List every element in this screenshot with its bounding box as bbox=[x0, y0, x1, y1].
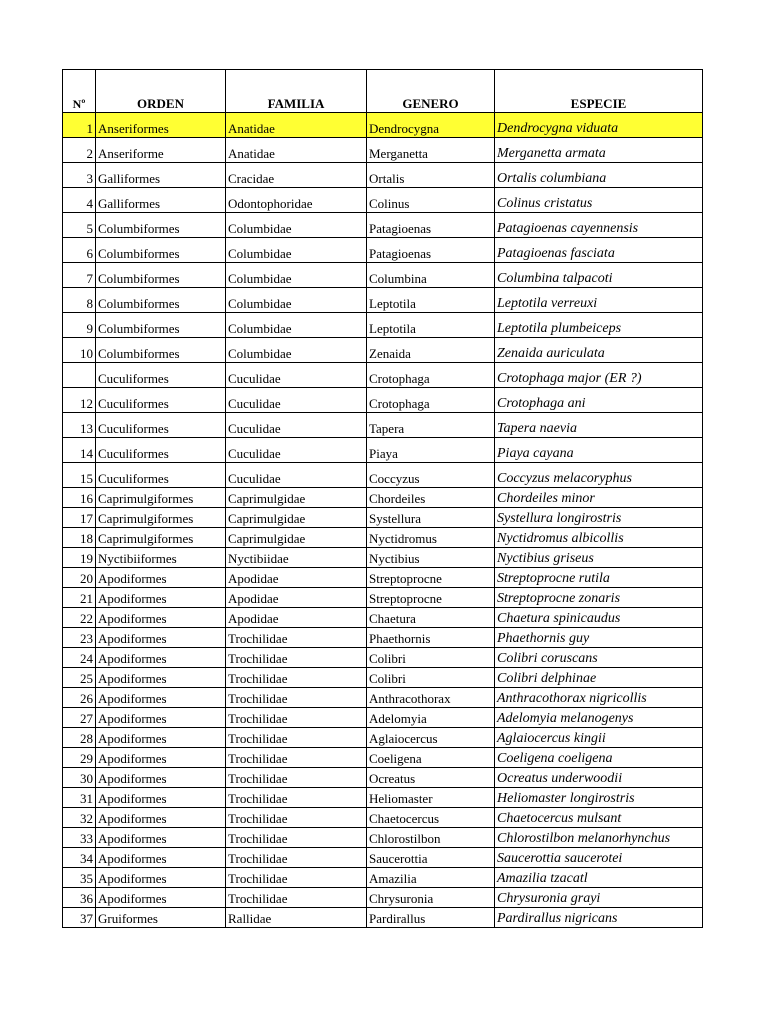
table-row bbox=[63, 568, 703, 588]
header-especie: ESPECIE bbox=[495, 70, 703, 113]
cell-genero: Chaetocercus bbox=[367, 808, 495, 828]
cell-orden: Apodiformes bbox=[96, 728, 226, 748]
table-row bbox=[63, 848, 703, 868]
cell-familia: Columbidae bbox=[226, 313, 367, 338]
cell-familia: Trochilidae bbox=[226, 688, 367, 708]
cell-especie: Pardirallus nigricans bbox=[495, 908, 703, 928]
cell-num bbox=[63, 363, 96, 388]
table-row bbox=[63, 388, 703, 413]
cell-especie: Adelomyia melanogenys bbox=[495, 708, 703, 728]
cell-num: 36 bbox=[63, 888, 96, 908]
cell-genero: Saucerottia bbox=[367, 848, 495, 868]
table-row bbox=[63, 438, 703, 463]
cell-num: 35 bbox=[63, 868, 96, 888]
cell-genero: Crotophaga bbox=[367, 388, 495, 413]
header-row bbox=[63, 70, 703, 113]
cell-genero: Streptoprocne bbox=[367, 568, 495, 588]
table-row bbox=[63, 708, 703, 728]
cell-num: 21 bbox=[63, 588, 96, 608]
table-row bbox=[63, 113, 703, 138]
table-row bbox=[63, 688, 703, 708]
cell-num: 2 bbox=[63, 138, 96, 163]
cell-especie: Ortalis columbiana bbox=[495, 163, 703, 188]
cell-especie: Anthracothorax nigricollis bbox=[495, 688, 703, 708]
cell-familia: Trochilidae bbox=[226, 808, 367, 828]
cell-familia: Trochilidae bbox=[226, 728, 367, 748]
cell-orden: Apodiformes bbox=[96, 748, 226, 768]
cell-especie: Ocreatus underwoodii bbox=[495, 768, 703, 788]
table-row bbox=[63, 508, 703, 528]
cell-genero: Piaya bbox=[367, 438, 495, 463]
cell-num: 23 bbox=[63, 628, 96, 648]
cell-genero: Patagioenas bbox=[367, 213, 495, 238]
cell-orden: Cuculiformes bbox=[96, 463, 226, 488]
cell-orden: Apodiformes bbox=[96, 648, 226, 668]
cell-orden: Cuculiformes bbox=[96, 413, 226, 438]
cell-num: 17 bbox=[63, 508, 96, 528]
cell-orden: Apodiformes bbox=[96, 628, 226, 648]
cell-num: 26 bbox=[63, 688, 96, 708]
cell-genero: Chlorostilbon bbox=[367, 828, 495, 848]
cell-especie: Merganetta armata bbox=[495, 138, 703, 163]
cell-num: 9 bbox=[63, 313, 96, 338]
cell-genero: Patagioenas bbox=[367, 238, 495, 263]
cell-genero: Colibri bbox=[367, 668, 495, 688]
cell-familia: Trochilidae bbox=[226, 708, 367, 728]
species-table bbox=[62, 69, 703, 928]
cell-genero: Colinus bbox=[367, 188, 495, 213]
cell-especie: Tapera naevia bbox=[495, 413, 703, 438]
cell-orden: Columbiformes bbox=[96, 313, 226, 338]
cell-especie: Crotophaga major (ER ?) bbox=[495, 363, 703, 388]
table-row bbox=[63, 413, 703, 438]
cell-num: 13 bbox=[63, 413, 96, 438]
cell-genero: Streptoprocne bbox=[367, 588, 495, 608]
cell-familia: Trochilidae bbox=[226, 648, 367, 668]
cell-familia: Cuculidae bbox=[226, 363, 367, 388]
cell-especie: Nyctidromus albicollis bbox=[495, 528, 703, 548]
table-row bbox=[63, 788, 703, 808]
table-row bbox=[63, 768, 703, 788]
cell-familia: Columbidae bbox=[226, 213, 367, 238]
cell-orden: Apodiformes bbox=[96, 588, 226, 608]
cell-especie: Chrysuronia grayi bbox=[495, 888, 703, 908]
cell-familia: Anatidae bbox=[226, 113, 367, 138]
cell-especie: Nyctibius griseus bbox=[495, 548, 703, 568]
cell-familia: Columbidae bbox=[226, 338, 367, 363]
cell-familia: Trochilidae bbox=[226, 748, 367, 768]
cell-orden: Cuculiformes bbox=[96, 388, 226, 413]
cell-orden: Anseriformes bbox=[96, 113, 226, 138]
cell-familia: Caprimulgidae bbox=[226, 528, 367, 548]
cell-especie: Patagioenas fasciata bbox=[495, 238, 703, 263]
cell-num: 10 bbox=[63, 338, 96, 363]
cell-orden: Apodiformes bbox=[96, 788, 226, 808]
cell-orden: Apodiformes bbox=[96, 808, 226, 828]
cell-genero: Crotophaga bbox=[367, 363, 495, 388]
header-orden: ORDEN bbox=[96, 70, 226, 113]
cell-num: 20 bbox=[63, 568, 96, 588]
cell-genero: Phaethornis bbox=[367, 628, 495, 648]
cell-familia: Columbidae bbox=[226, 263, 367, 288]
table-row bbox=[63, 628, 703, 648]
header-num: Nº bbox=[63, 70, 96, 113]
cell-genero: Nyctidromus bbox=[367, 528, 495, 548]
table-row bbox=[63, 263, 703, 288]
cell-genero: Nyctibius bbox=[367, 548, 495, 568]
cell-orden: Cuculiformes bbox=[96, 438, 226, 463]
cell-orden: Columbiformes bbox=[96, 263, 226, 288]
cell-num: 31 bbox=[63, 788, 96, 808]
cell-orden: Apodiformes bbox=[96, 888, 226, 908]
cell-num: 34 bbox=[63, 848, 96, 868]
table-row bbox=[63, 728, 703, 748]
cell-genero: Leptotila bbox=[367, 288, 495, 313]
cell-familia: Odontophoridae bbox=[226, 188, 367, 213]
cell-orden: Columbiformes bbox=[96, 213, 226, 238]
cell-familia: Cuculidae bbox=[226, 463, 367, 488]
cell-familia: Apodidae bbox=[226, 568, 367, 588]
cell-especie: Crotophaga ani bbox=[495, 388, 703, 413]
cell-orden: Apodiformes bbox=[96, 828, 226, 848]
cell-especie: Chlorostilbon melanorhynchus bbox=[495, 828, 703, 848]
cell-especie: Systellura longirostris bbox=[495, 508, 703, 528]
table-row bbox=[63, 213, 703, 238]
table-row bbox=[63, 548, 703, 568]
cell-especie: Chaetura spinicaudus bbox=[495, 608, 703, 628]
cell-num: 12 bbox=[63, 388, 96, 413]
cell-num: 22 bbox=[63, 608, 96, 628]
cell-genero: Colibri bbox=[367, 648, 495, 668]
cell-orden: Apodiformes bbox=[96, 768, 226, 788]
cell-familia: Apodidae bbox=[226, 588, 367, 608]
cell-orden: Nyctibiiformes bbox=[96, 548, 226, 568]
cell-especie: Colinus cristatus bbox=[495, 188, 703, 213]
cell-especie: Aglaiocercus kingii bbox=[495, 728, 703, 748]
cell-especie: Chaetocercus mulsant bbox=[495, 808, 703, 828]
table-row bbox=[63, 163, 703, 188]
cell-familia: Trochilidae bbox=[226, 868, 367, 888]
cell-genero: Ocreatus bbox=[367, 768, 495, 788]
cell-genero: Chordeiles bbox=[367, 488, 495, 508]
cell-genero: Pardirallus bbox=[367, 908, 495, 928]
cell-familia: Columbidae bbox=[226, 288, 367, 313]
table-row bbox=[63, 648, 703, 668]
cell-genero: Coeligena bbox=[367, 748, 495, 768]
cell-familia: Trochilidae bbox=[226, 848, 367, 868]
cell-num: 14 bbox=[63, 438, 96, 463]
cell-num: 25 bbox=[63, 668, 96, 688]
table-row bbox=[63, 188, 703, 213]
cell-genero: Merganetta bbox=[367, 138, 495, 163]
cell-orden: Apodiformes bbox=[96, 848, 226, 868]
cell-genero: Adelomyia bbox=[367, 708, 495, 728]
table-row bbox=[63, 828, 703, 848]
cell-familia: Trochilidae bbox=[226, 668, 367, 688]
cell-orden: Columbiformes bbox=[96, 238, 226, 263]
cell-familia: Nyctibiidae bbox=[226, 548, 367, 568]
header-familia: FAMILIA bbox=[226, 70, 367, 113]
cell-familia: Cuculidae bbox=[226, 438, 367, 463]
cell-orden: Apodiformes bbox=[96, 568, 226, 588]
table-row bbox=[63, 588, 703, 608]
table-row bbox=[63, 868, 703, 888]
table-row bbox=[63, 888, 703, 908]
cell-genero: Ortalis bbox=[367, 163, 495, 188]
cell-num: 3 bbox=[63, 163, 96, 188]
cell-familia: Trochilidae bbox=[226, 628, 367, 648]
cell-especie: Streptoprocne zonaris bbox=[495, 588, 703, 608]
table-row bbox=[63, 488, 703, 508]
cell-num: 16 bbox=[63, 488, 96, 508]
cell-genero: Amazilia bbox=[367, 868, 495, 888]
cell-orden: Columbiformes bbox=[96, 288, 226, 313]
cell-familia: Trochilidae bbox=[226, 788, 367, 808]
table-row bbox=[63, 313, 703, 338]
cell-genero: Columbina bbox=[367, 263, 495, 288]
cell-num: 6 bbox=[63, 238, 96, 263]
cell-genero: Leptotila bbox=[367, 313, 495, 338]
cell-especie: Heliomaster longirostris bbox=[495, 788, 703, 808]
table-row bbox=[63, 608, 703, 628]
cell-familia: Anatidae bbox=[226, 138, 367, 163]
cell-num: 24 bbox=[63, 648, 96, 668]
cell-especie: Streptoprocne rutila bbox=[495, 568, 703, 588]
cell-num: 4 bbox=[63, 188, 96, 213]
cell-num: 37 bbox=[63, 908, 96, 928]
cell-familia: Cuculidae bbox=[226, 413, 367, 438]
cell-num: 30 bbox=[63, 768, 96, 788]
cell-orden: Galliformes bbox=[96, 188, 226, 213]
cell-num: 15 bbox=[63, 463, 96, 488]
cell-especie: Saucerottia saucerotei bbox=[495, 848, 703, 868]
table-row bbox=[63, 748, 703, 768]
cell-num: 32 bbox=[63, 808, 96, 828]
cell-num: 8 bbox=[63, 288, 96, 313]
cell-familia: Trochilidae bbox=[226, 768, 367, 788]
cell-genero: Systellura bbox=[367, 508, 495, 528]
cell-num: 18 bbox=[63, 528, 96, 548]
table-row bbox=[63, 138, 703, 163]
cell-especie: Colibri delphinae bbox=[495, 668, 703, 688]
cell-familia: Caprimulgidae bbox=[226, 508, 367, 528]
table-row bbox=[63, 363, 703, 388]
cell-especie: Coccyzus melacoryphus bbox=[495, 463, 703, 488]
cell-orden: Apodiformes bbox=[96, 668, 226, 688]
cell-orden: Galliformes bbox=[96, 163, 226, 188]
cell-genero: Zenaida bbox=[367, 338, 495, 363]
table-row bbox=[63, 668, 703, 688]
header-genero: GENERO bbox=[367, 70, 495, 113]
cell-orden: Columbiformes bbox=[96, 338, 226, 363]
cell-familia: Cracidae bbox=[226, 163, 367, 188]
cell-familia: Cuculidae bbox=[226, 388, 367, 413]
cell-num: 29 bbox=[63, 748, 96, 768]
cell-especie: Colibri coruscans bbox=[495, 648, 703, 668]
table-row bbox=[63, 528, 703, 548]
cell-genero: Heliomaster bbox=[367, 788, 495, 808]
cell-orden: Anseriforme bbox=[96, 138, 226, 163]
cell-especie: Leptotila plumbeiceps bbox=[495, 313, 703, 338]
table-row bbox=[63, 288, 703, 313]
cell-especie: Phaethornis guy bbox=[495, 628, 703, 648]
cell-familia: Apodidae bbox=[226, 608, 367, 628]
cell-genero: Coccyzus bbox=[367, 463, 495, 488]
cell-num: 5 bbox=[63, 213, 96, 238]
table-row bbox=[63, 238, 703, 263]
cell-especie: Leptotila verreuxi bbox=[495, 288, 703, 313]
table-row bbox=[63, 808, 703, 828]
cell-especie: Chordeiles minor bbox=[495, 488, 703, 508]
cell-orden: Caprimulgiformes bbox=[96, 528, 226, 548]
table-row bbox=[63, 463, 703, 488]
table-row bbox=[63, 908, 703, 928]
cell-num: 1 bbox=[63, 113, 96, 138]
cell-familia: Trochilidae bbox=[226, 888, 367, 908]
cell-especie: Piaya cayana bbox=[495, 438, 703, 463]
cell-genero: Tapera bbox=[367, 413, 495, 438]
cell-familia: Caprimulgidae bbox=[226, 488, 367, 508]
cell-genero: Chrysuronia bbox=[367, 888, 495, 908]
cell-familia: Columbidae bbox=[226, 238, 367, 263]
cell-genero: Anthracothorax bbox=[367, 688, 495, 708]
cell-orden: Gruiformes bbox=[96, 908, 226, 928]
table-body bbox=[63, 113, 703, 928]
cell-especie: Coeligena coeligena bbox=[495, 748, 703, 768]
cell-orden: Apodiformes bbox=[96, 688, 226, 708]
cell-familia: Trochilidae bbox=[226, 828, 367, 848]
cell-especie: Dendrocygna viduata bbox=[495, 113, 703, 138]
cell-especie: Patagioenas cayennensis bbox=[495, 213, 703, 238]
cell-orden: Caprimulgiformes bbox=[96, 488, 226, 508]
cell-especie: Amazilia tzacatl bbox=[495, 868, 703, 888]
cell-orden: Apodiformes bbox=[96, 708, 226, 728]
cell-especie: Zenaida auriculata bbox=[495, 338, 703, 363]
cell-orden: Apodiformes bbox=[96, 868, 226, 888]
cell-num: 28 bbox=[63, 728, 96, 748]
cell-especie: Columbina talpacoti bbox=[495, 263, 703, 288]
cell-num: 33 bbox=[63, 828, 96, 848]
cell-num: 27 bbox=[63, 708, 96, 728]
cell-familia: Rallidae bbox=[226, 908, 367, 928]
cell-orden: Apodiformes bbox=[96, 608, 226, 628]
cell-num: 7 bbox=[63, 263, 96, 288]
cell-orden: Caprimulgiformes bbox=[96, 508, 226, 528]
cell-num: 19 bbox=[63, 548, 96, 568]
table-row bbox=[63, 338, 703, 363]
cell-genero: Chaetura bbox=[367, 608, 495, 628]
cell-genero: Aglaiocercus bbox=[367, 728, 495, 748]
cell-orden: Cuculiformes bbox=[96, 363, 226, 388]
cell-genero: Dendrocygna bbox=[367, 113, 495, 138]
